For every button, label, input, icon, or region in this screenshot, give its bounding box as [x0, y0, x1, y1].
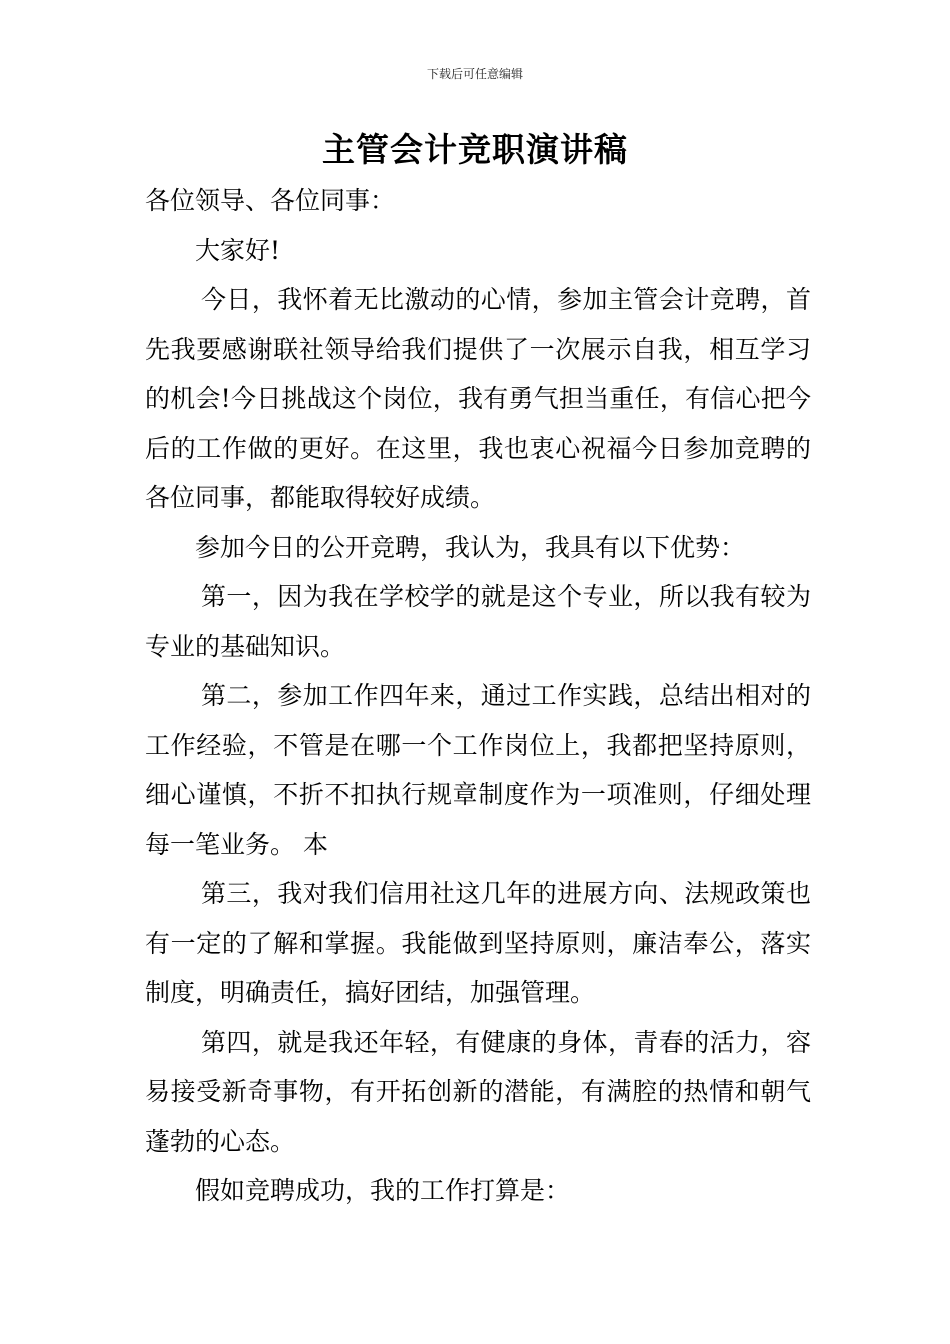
third-advantage-paragraph: 第三，我对我们信用社这几年的进展方向、法规政策也有一定的了解和掌握。我能做到坚持原则，廉洁奉公，落实制度，明确责任，搞好团结，加强管理。 — [145, 879, 811, 1007]
salutation-paragraph: 各位领导、各位同事： — [145, 186, 396, 215]
first-advantage-paragraph: 第一，因为我在学校学的就是这个专业，所以我有较为专业的基础知识。 — [145, 582, 811, 661]
page-header-note: 下载后可任意编辑 — [426, 67, 523, 81]
document-title: 主管会计竞职演讲稿 — [322, 130, 628, 169]
plan-lead-paragraph: 假如竞聘成功，我的工作打算是： — [195, 1176, 571, 1205]
fourth-advantage-paragraph: 第四，就是我还年轻，有健康的身体，青春的活力，容易接受新奇事物，有开拓创新的潜能，有满腔的热情和朝气蓬勃的心态。 — [145, 1027, 811, 1156]
advantages-lead-paragraph: 参加今日的公开竞聘，我认为，我具有以下优势： — [195, 532, 746, 562]
second-advantage-paragraph: 第二，参加工作四年来，通过工作实践，总结出相对的工作经验，不管是在哪一个工作岗位上，我都把坚持原则，细心谨慎，不折不扣执行规章制度作为一项准则，仔细处理每一笔业务。 本 — [145, 681, 811, 859]
greeting-paragraph: 大家好! — [195, 235, 281, 265]
document-body — [145, 176, 811, 1216]
intro-paragraph: 今日，我怀着无比激动的心情，参加主管会计竞聘，首先我要感谢联社领导给我们提供了一次展示自我，相互学习的机会!今日挑战这个岗位，我有勇气担当重任，有信心把今后的工作做的更好。在这里，我也衷心祝福今日参加竞聘的各位同事，都能取得较好成绩。 — [145, 285, 811, 512]
